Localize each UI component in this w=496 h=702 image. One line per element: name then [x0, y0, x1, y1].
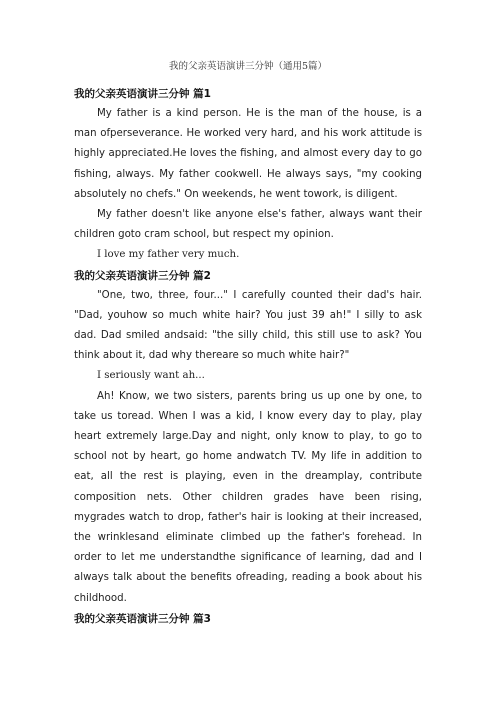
section-heading-2: 我的父亲英语演讲三分钟 篇2 — [74, 269, 211, 282]
document-body — [74, 84, 422, 629]
running-title: 我的父亲英语演讲三分钟（通用5篇） — [168, 61, 328, 72]
section-heading-1: 我的父亲英语演讲三分钟 篇1 — [74, 88, 211, 100]
paragraph: I seriously want ah... — [97, 370, 205, 382]
paragraph: My father doesn't like anyone else's father, always want their children goto cram school, but respect my opinion. — [74, 209, 422, 241]
section-heading-3: 我的父亲英语演讲三分钟 篇3 — [74, 612, 211, 625]
paragraph: Ah! Know, we two sisters, parents bring us up one by one, to take us toread. When I was a kid, I know every day to play, play heart extremely large.Day and night, only know to play, to go to school not by heart, go home andwatch TV. My life in addition to eat, all the rest is playing, even in the dreamplay, contribute composition nets. Other children grades have been rising, mygrades watch to drop, father's hair is looking at their increased, the wrinklesand eliminate climbed up the father's forehead. In order to let me understandthe significance of learning, dad and I always talk about the benefits ofreading, reading a book about his childhood. — [74, 390, 422, 604]
paragraph: I love my father very much. — [97, 249, 240, 261]
paragraph: "One, two, three, four..." I carefully counted their dad's hair. "Dad, youhow so much white hair? You just 39 ah!" I silly to ask dad. Dad smiled andsaid: "the silly child, this still use to ask? You think about it, dad why thereare so much white hair?" — [74, 289, 422, 362]
paragraph: My father is a kind person. He is the man of the house, is a man ofperseverance. He worked very hard, and his work attitude is highly appreciated.He loves the fishing, and almost every day to go fishing, always. My father cookwell. He always says, "my cooking absolutely no chefs." On weekends, he went towork, is diligent. — [74, 108, 422, 200]
